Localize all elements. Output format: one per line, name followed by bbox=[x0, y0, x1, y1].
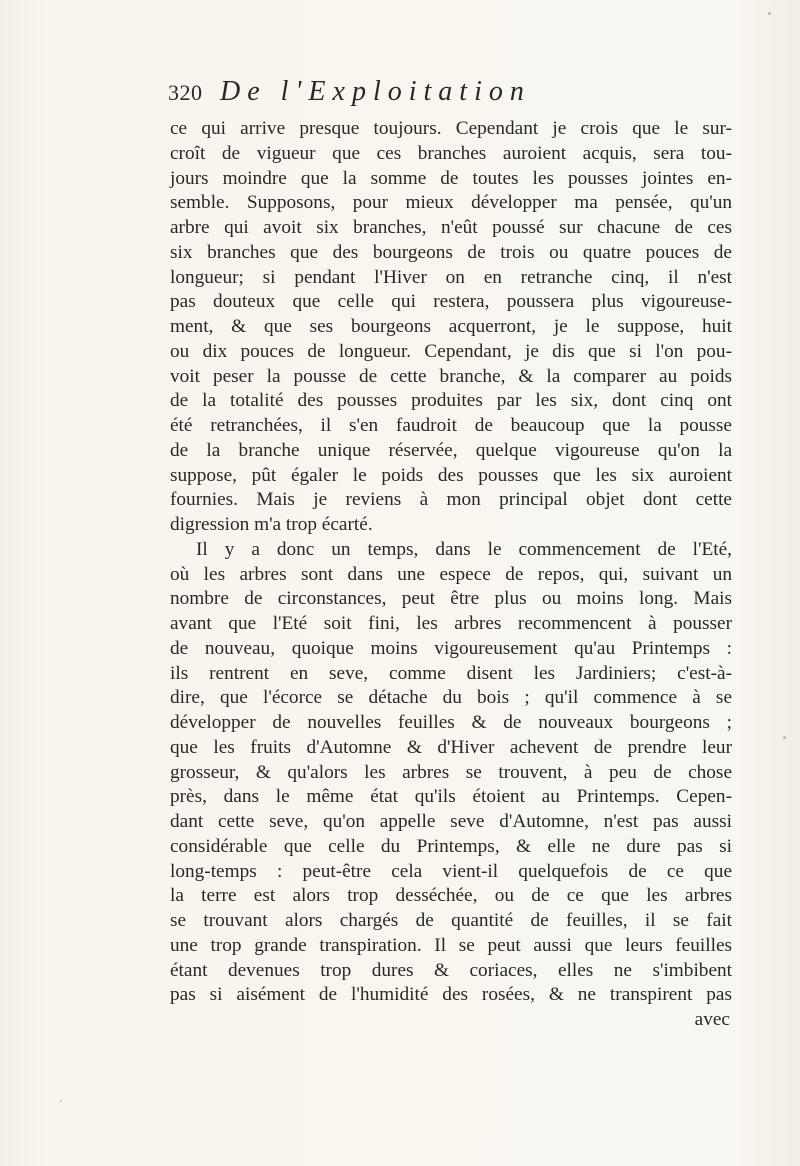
text-line: longueur; si pendant l'Hiver on en retranche cinq, il n'est bbox=[170, 266, 732, 288]
text-line: pas douteux que celle qui restera, poussera plus vigoureuse- bbox=[170, 291, 732, 313]
text-line: grosseur, & qu'alors les arbres se trouvent, à peu de chose bbox=[170, 761, 732, 783]
text-line: de la branche unique réservée, quelque vigoureuse qu'on la bbox=[170, 439, 732, 461]
text-line: étant devenues trop dures & coriaces, elles ne s'imbibent bbox=[170, 959, 732, 981]
body-text bbox=[170, 117, 732, 1033]
text-line: été retranchées, il s'en faudroit de beaucoup que la pousse bbox=[170, 415, 732, 436]
text-line: la terre est alors trop desséchée, ou de ce que les arbres bbox=[170, 885, 732, 907]
text-line: que les fruits d'Automne & d'Hiver achevent de prendre leur bbox=[170, 736, 732, 758]
text-line: Il y a donc un temps, dans le commencement de l'Eté, bbox=[196, 538, 732, 560]
text-line: dant cette seve, qu'on appelle seve d'Automne, n'est pas aussi bbox=[170, 811, 732, 832]
catchword: avec bbox=[694, 1009, 730, 1030]
text-line: suppose, pût égaler le poids des pousses que les six auroient bbox=[170, 464, 732, 486]
text-line: digression m'a trop écarté. bbox=[170, 514, 373, 535]
text-line: de la totalité des pousses produites par les six, dont cinq ont bbox=[170, 390, 732, 412]
text-line: six branches que des bourgeons de trois ou quatre pouces de bbox=[170, 241, 732, 263]
page-header bbox=[168, 76, 728, 116]
text-line: près, dans le même état qu'ils étoient au Printemps. Cepen- bbox=[170, 786, 732, 808]
text-line: une trop grande transpiration. Il se peut aussi que leurs feuilles bbox=[170, 934, 732, 956]
text-line: se trouvant alors chargés de quantité de feuilles, il se fait bbox=[170, 910, 732, 931]
paper-speck bbox=[768, 12, 771, 15]
text-line: arbre qui avoit six branches, n'eût poussé sur chacune de ces bbox=[170, 217, 732, 238]
text-line: nombre de circonstances, peut être plus ou moins long. Mais bbox=[170, 588, 732, 610]
running-title: De l'Exploitation bbox=[220, 76, 531, 107]
text-line: ce qui arrive presque toujours. Cependant je crois que le sur- bbox=[170, 118, 732, 139]
paper-speck bbox=[783, 736, 786, 739]
text-line: avant que l'Eté soit fini, les arbres recommencent à pousser bbox=[170, 613, 732, 634]
text-line: ment, & que ses bourgeons acquerront, je le suppose, huit bbox=[170, 316, 732, 337]
text-line: développer de nouvelles feuilles & de nouveaux bourgeons ; bbox=[170, 712, 732, 733]
text-line: où les arbres sont dans une espece de repos, qui, suivant un bbox=[170, 563, 732, 585]
paper-speck bbox=[60, 1100, 62, 1102]
text-line: long-temps : peut-être cela vient-il quelquefois de ce que bbox=[170, 860, 732, 882]
text-line: voit peser la pousse de cette branche, & la comparer au poids bbox=[170, 365, 732, 387]
text-line: semble. Supposons, pour mieux développer ma pensée, qu'un bbox=[170, 192, 732, 214]
text-line: ils rentrent en seve, comme disent les Jardiniers; c'est-à- bbox=[170, 662, 732, 684]
text-line: jours moindre que la somme de toutes les pousses jointes en- bbox=[170, 167, 732, 189]
text-line: dire, que l'écorce se détache du bois ; qu'il commence à se bbox=[170, 687, 732, 709]
text-line: de nouveau, quoique moins vigoureusement qu'au Printemps : bbox=[170, 637, 732, 659]
page-number: 320 bbox=[168, 80, 203, 105]
text-line: croît de vigueur que ces branches auroient acquis, sera tou- bbox=[170, 142, 732, 164]
text-line: fournies. Mais je reviens à mon principal objet dont cette bbox=[170, 489, 732, 511]
text-line: ou dix pouces de longueur. Cependant, je dis que si l'on pou- bbox=[170, 340, 732, 362]
text-line: considérable que celle du Printemps, & elle ne dure pas si bbox=[170, 835, 732, 857]
text-line: pas si aisément de l'humidité des rosées, & ne transpirent pas bbox=[170, 984, 732, 1006]
